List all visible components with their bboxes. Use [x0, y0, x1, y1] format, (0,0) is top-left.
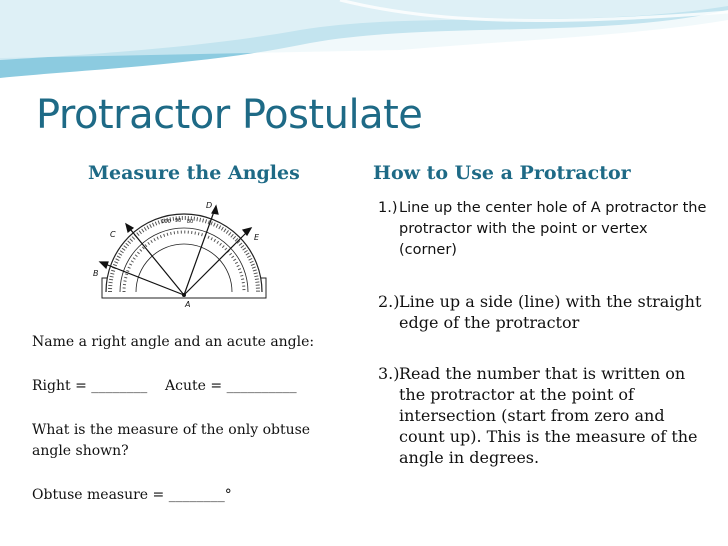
point-label-d: D: [206, 201, 213, 210]
left-heading: Measure the Angles: [88, 162, 300, 184]
question-right-acute: Name a right angle and an acute angle:: [32, 334, 315, 350]
slide-title: Protractor Postulate: [36, 92, 423, 138]
point-label-b: B: [93, 269, 99, 278]
step-number: 3.): [378, 364, 400, 383]
scale-label: 90: [174, 218, 182, 224]
step-text: Read the number that is written on the protractor at the point of intersection (start from zero and count up). This is the measure of the angle in degrees.: [399, 364, 698, 467]
step-number: 1.): [378, 200, 398, 216]
scale-label: 100: [161, 219, 171, 225]
step-item: [378, 198, 708, 261]
point-label-c: C: [110, 230, 116, 239]
protractor-diagram: [86, 192, 272, 312]
step-text: Line up a side (line) with the straight edge of the protractor: [399, 292, 702, 332]
steps-list: [378, 198, 708, 468]
answer-right-acute: Right = ________ Acute = __________: [32, 378, 297, 394]
scale-label: 80: [186, 219, 194, 225]
point-label-e: E: [254, 233, 260, 242]
point-label-a: A: [185, 300, 191, 309]
step-text: Line up the center hole of A protractor the protractor with the point or vertex (corner): [399, 200, 707, 258]
step-item: [378, 363, 708, 468]
right-heading: How to Use a Protractor: [373, 162, 631, 184]
answer-obtuse: Obtuse measure = ________°: [32, 487, 232, 503]
step-item: [378, 291, 708, 333]
step-number: 2.): [378, 292, 400, 311]
question-obtuse: What is the measure of the only obtuse angle shown?: [32, 422, 311, 459]
decorative-wave: [0, 0, 728, 80]
